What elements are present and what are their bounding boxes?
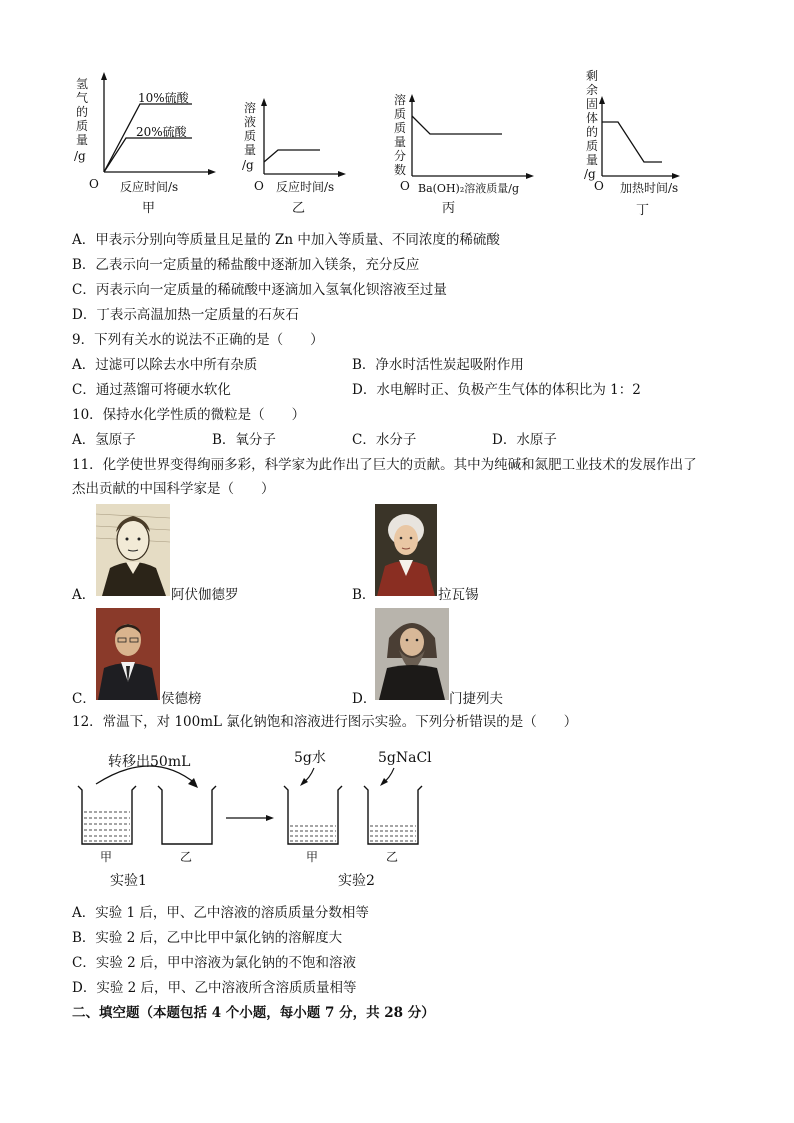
graph-bing-ylabel-6: 数 bbox=[394, 163, 407, 177]
graph-ding-xlabel: 加热时间/s bbox=[620, 181, 679, 195]
q12-salt-label: 5gNaCl bbox=[378, 750, 432, 766]
q11-option-d-letter: D． bbox=[352, 691, 377, 707]
q8-option-c: C．丙表示向一定质量的稀硫酸中逐滴加入氢氧化钡溶液至过量 bbox=[72, 282, 447, 298]
q8-option-d: D．丁表示高温加热一定质量的石灰石 bbox=[72, 307, 299, 323]
graph-yi bbox=[240, 72, 390, 222]
q11-stem-line2: 杰出贡献的中国科学家是（ ） bbox=[72, 481, 275, 497]
graph-yi-ylabel-5: /g bbox=[242, 158, 254, 172]
graph-jia-ylabel-2: 气 bbox=[76, 91, 89, 105]
graph-bing bbox=[390, 72, 550, 222]
portrait-hou-debang bbox=[96, 608, 160, 700]
graph-jia-label-10: 10%硫酸 bbox=[138, 91, 189, 105]
q11-option-d-name: 门捷列夫 bbox=[449, 691, 503, 707]
process-arrowhead bbox=[266, 815, 274, 821]
graph-bing-xlabel: Ba(OH)₂溶液质量/g bbox=[418, 182, 519, 195]
q11-stem-line1: 11．化学使世界变得绚丽多彩，科学家为此作出了巨大的贡献。其中为纯碱和氮肥工业技术的发展作出了 bbox=[72, 457, 697, 473]
graph-yi-ylabel-3: 质 bbox=[244, 129, 257, 143]
graph-bing-ylabel-4: 量 bbox=[394, 135, 407, 149]
q11-option-b-name: 拉瓦锡 bbox=[438, 587, 479, 603]
q12-option-c: C．实验 2 后，甲中溶液为氯化钠的不饱和溶液 bbox=[72, 955, 357, 971]
graph-ding-ylabel-7: 量 bbox=[586, 153, 599, 167]
q12-stem: 12．常温下，对 100mL 氯化钠饱和溶液进行图示实验。下列分析错误的是（ ） bbox=[72, 714, 578, 730]
graph-ding-origin: O bbox=[594, 179, 604, 193]
graph-jia-y-arrow bbox=[101, 72, 107, 80]
graph-jia-origin: O bbox=[89, 177, 99, 191]
graph-yi-ylabel-1: 溶 bbox=[244, 101, 257, 115]
portrait-mendeleev-svg bbox=[375, 608, 449, 700]
graph-ding-ylabel-6: 质 bbox=[586, 139, 599, 153]
beaker-yi-exp1-label: 乙 bbox=[180, 850, 193, 864]
q12-transfer-label: 转移出50mL bbox=[108, 754, 191, 770]
graph-ding bbox=[580, 68, 700, 222]
graph-ding-ylabel-5: 的 bbox=[586, 125, 599, 139]
graph-yi-origin: O bbox=[254, 179, 264, 193]
graph-jia bbox=[72, 72, 222, 222]
q9-option-c: C．通过蒸馏可将硬水软化 bbox=[72, 382, 231, 398]
graph-bing-ylabel-5: 分 bbox=[394, 149, 407, 163]
graph-yi-xlabel: 反应时间/s bbox=[276, 180, 335, 194]
graph-yi-ylabel-2: 液 bbox=[244, 115, 257, 129]
beaker-jia-exp1 bbox=[78, 786, 136, 844]
graph-bing-origin: O bbox=[400, 179, 410, 193]
q10-stem: 10．保持水化学性质的微粒是（ ） bbox=[72, 407, 306, 423]
graph-ding-ylabel-1: 剩 bbox=[586, 69, 599, 83]
section-2-heading: 二、填空题（本题包括 4 个小题，每小题 7 分，共 28 分） bbox=[72, 1005, 435, 1021]
graph-bing-x-arrow bbox=[526, 173, 534, 179]
graph-jia-ylabel-3: 的 bbox=[76, 105, 89, 119]
graph-ding-ylabel-4: 体 bbox=[586, 111, 599, 125]
beaker-jia-exp2-label: 甲 bbox=[306, 850, 319, 864]
graph-jia-caption: 甲 bbox=[142, 201, 156, 216]
portrait-avogadro bbox=[96, 504, 170, 596]
exp2-label: 实验2 bbox=[338, 873, 375, 889]
graph-bing-ylabel-2: 质 bbox=[394, 107, 407, 121]
graph-jia-label-20: 20%硫酸 bbox=[136, 125, 187, 139]
graph-yi-caption: 乙 bbox=[292, 201, 306, 216]
graph-ding-y-arrow bbox=[599, 96, 605, 104]
beaker-yi-exp2 bbox=[364, 786, 422, 844]
graph-bing-line bbox=[412, 116, 502, 134]
graph-jia-xlabel: 反应时间/s bbox=[120, 180, 179, 194]
q11-option-a-letter: A． bbox=[72, 587, 96, 603]
graph-yi-ylabel-4: 量 bbox=[244, 143, 257, 157]
q8-option-b: B．乙表示向一定质量的稀盐酸中逐渐加入镁条，充分反应 bbox=[72, 257, 420, 273]
graph-jia-svg bbox=[72, 72, 222, 222]
portrait-mendeleev bbox=[375, 608, 449, 700]
q10-option-d: D．水原子 bbox=[492, 432, 557, 448]
beaker-jia-exp2 bbox=[284, 786, 342, 844]
q9-option-b: B．净水时活性炭起吸附作用 bbox=[352, 357, 524, 373]
q11-option-c-letter: C． bbox=[72, 691, 96, 707]
graph-ding-x-arrow bbox=[672, 173, 680, 179]
q10-option-a: A．氢原子 bbox=[72, 432, 136, 448]
graph-jia-ylabel-5: 量 bbox=[76, 133, 89, 147]
q9-option-a: A．过滤可以除去水中所有杂质 bbox=[72, 357, 258, 373]
graph-ding-ylabel-3: 固 bbox=[586, 97, 599, 111]
q10-option-c: C．水分子 bbox=[352, 432, 417, 448]
graph-ding-line bbox=[602, 122, 662, 162]
portrait-lavoisier bbox=[375, 504, 437, 596]
q12-option-a: A．实验 1 后，甲、乙中溶液的溶质质量分数相等 bbox=[72, 905, 369, 921]
q12-option-b: B．实验 2 后，乙中比甲中氯化钠的溶解度大 bbox=[72, 930, 343, 946]
graph-ding-caption: 丁 bbox=[636, 203, 650, 218]
graph-bing-caption: 丙 bbox=[442, 201, 456, 216]
q12-diagram-svg bbox=[72, 740, 452, 900]
q12-diagram bbox=[72, 740, 452, 900]
graph-ding-ylabel-8: /g bbox=[584, 167, 596, 181]
graph-bing-ylabel-3: 质 bbox=[394, 121, 407, 135]
portrait-avogadro-svg bbox=[96, 504, 170, 596]
q11-option-b-letter: B． bbox=[352, 587, 376, 603]
graph-ding-svg bbox=[580, 68, 700, 222]
graph-bing-y-arrow bbox=[409, 94, 415, 102]
q9-stem: 9．下列有关水的说法不正确的是（ ） bbox=[72, 332, 324, 348]
graph-yi-svg bbox=[240, 72, 390, 222]
graph-yi-y-arrow bbox=[261, 98, 267, 106]
beaker-yi-exp2-label: 乙 bbox=[386, 850, 399, 864]
graph-jia-ylabel-6: /g bbox=[74, 149, 86, 163]
graph-yi-x-arrow bbox=[338, 171, 346, 177]
q11-option-a-name: 阿伏伽德罗 bbox=[171, 587, 239, 603]
q12-option-d: D．实验 2 后，甲、乙中溶液所含溶质质量相等 bbox=[72, 980, 357, 996]
graph-yi-line bbox=[264, 150, 320, 162]
graph-bing-svg bbox=[390, 72, 550, 222]
graph-jia-x-arrow bbox=[208, 169, 216, 175]
q8-option-a: A．甲表示分别向等质量且足量的 Zn 中加入等质量、不同浓度的稀硫酸 bbox=[72, 232, 500, 248]
beaker-yi-exp1 bbox=[158, 786, 216, 844]
beaker-jia-exp1-label: 甲 bbox=[100, 850, 113, 864]
graph-ding-ylabel-2: 余 bbox=[586, 83, 599, 97]
q11-option-c-name: 侯德榜 bbox=[161, 691, 202, 707]
portrait-lavoisier-svg bbox=[375, 504, 437, 596]
graph-jia-line-20 bbox=[104, 138, 192, 172]
graph-jia-ylabel-4: 质 bbox=[76, 119, 89, 133]
graph-jia-ylabel-1: 氢 bbox=[76, 77, 89, 91]
portrait-hou-debang-svg bbox=[96, 608, 160, 700]
q12-water-label: 5g水 bbox=[294, 750, 326, 766]
exp1-label: 实验1 bbox=[110, 873, 147, 889]
graph-bing-ylabel-1: 溶 bbox=[394, 93, 407, 107]
q10-option-b: B．氧分子 bbox=[212, 432, 276, 448]
q9-option-d: D．水电解时正、负极产生气体的体积比为 1：2 bbox=[352, 382, 641, 398]
